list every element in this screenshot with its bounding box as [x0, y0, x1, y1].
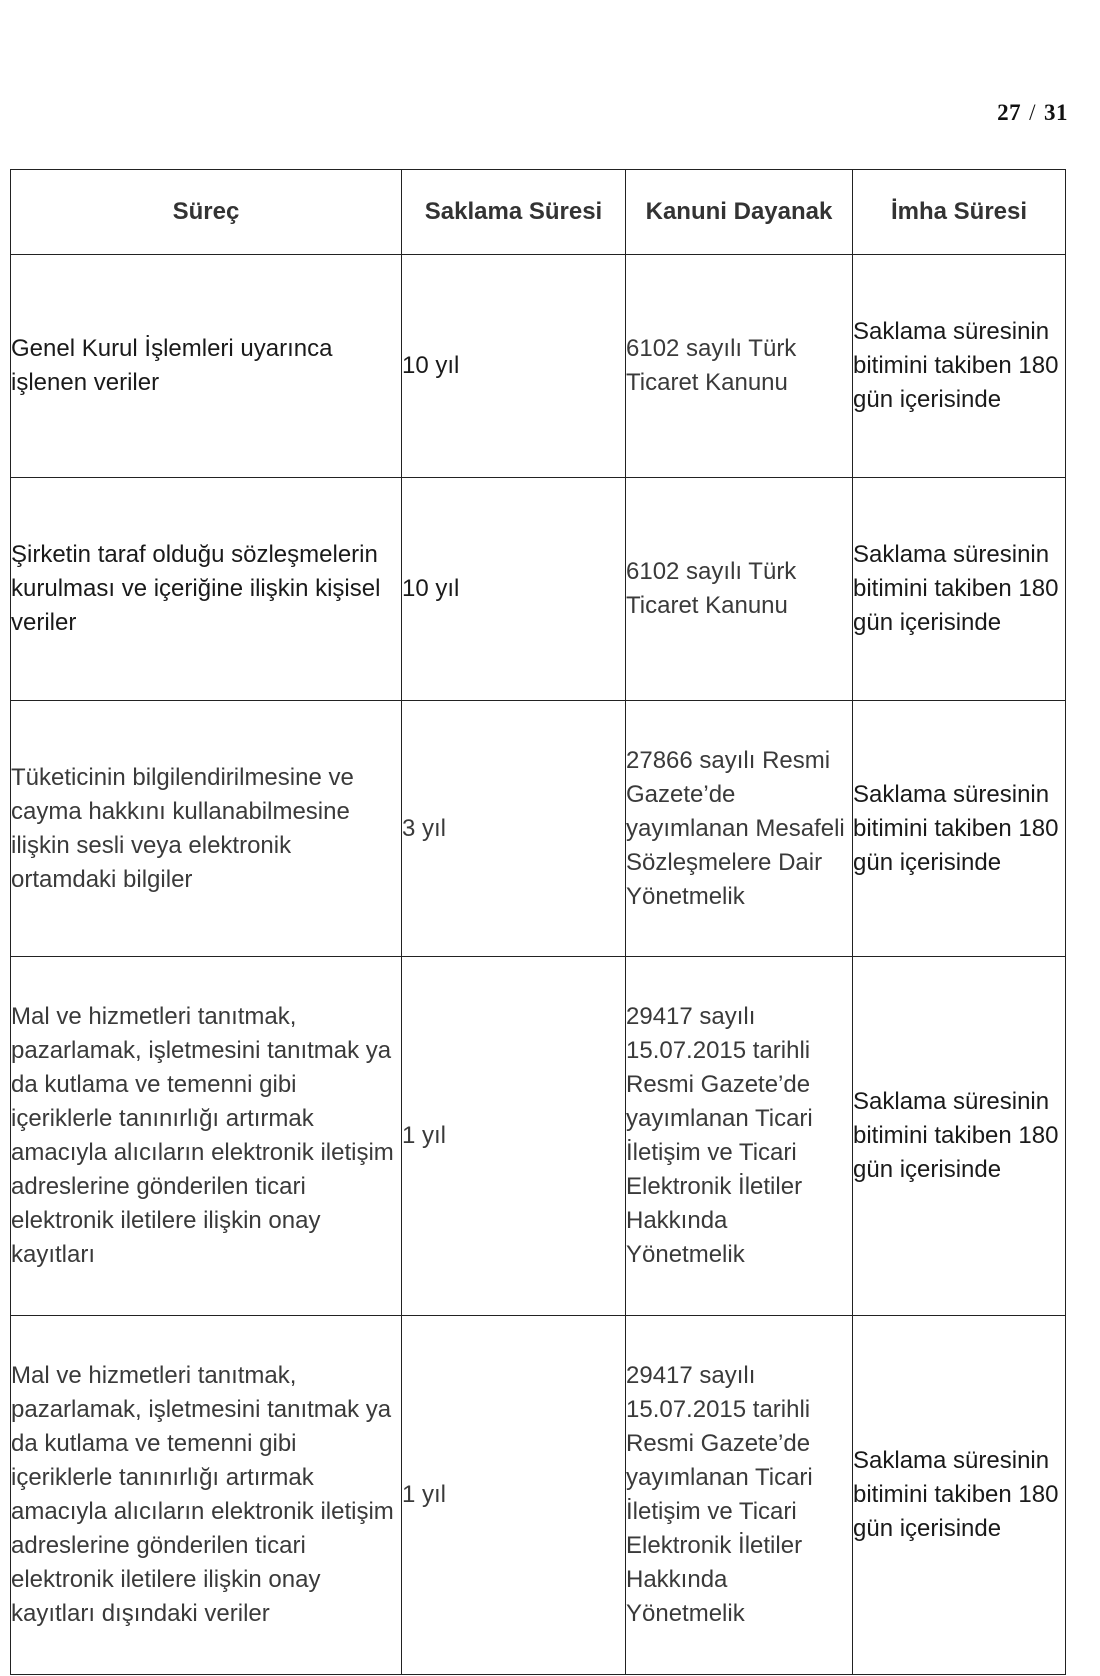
page-separator: /	[1029, 100, 1036, 125]
cell-legal-basis: 27866 sayılı Resmi Gazete’de yayımlanan Mesafeli Sözleşmelere Dair Yönetmelik	[626, 701, 853, 957]
header-legal-basis: Kanuni Dayanak	[626, 170, 853, 255]
cell-retention-period: 1 yıl	[402, 957, 626, 1316]
cell-disposal-period: Saklama süresinin bitimini takiben 180 gün içerisinde	[853, 957, 1066, 1316]
page-number	[997, 100, 1068, 126]
cell-retention-period: 10 yıl	[402, 478, 626, 701]
header-disposal-period: İmha Süresi	[853, 170, 1066, 255]
table-row	[11, 1316, 1066, 1675]
cell-retention-period: 3 yıl	[402, 701, 626, 957]
retention-table	[10, 169, 1066, 1675]
cell-legal-basis: 6102 sayılı Türk Ticaret Kanunu	[626, 255, 853, 478]
cell-process: Genel Kurul İşlemleri uyarınca işlenen veriler	[11, 255, 402, 478]
table-header-row	[11, 170, 1066, 255]
table-row	[11, 701, 1066, 957]
cell-disposal-period: Saklama süresinin bitimini takiben 180 gün içerisinde	[853, 255, 1066, 478]
cell-process: Tüketicinin bilgilendirilmesine ve cayma hakkını kullanabilmesine ilişkin sesli veya elektronik ortamdaki bilgiler	[11, 701, 402, 957]
cell-process: Mal ve hizmetleri tanıtmak, pazarlamak, işletmesini tanıtmak ya da kutlama ve temenni gibi içeriklerle tanınırlığı artırmak amacıyla alıcıların elektronik iletişim adreslerine gönderilen ticari elektronik iletilere ilişkin onay kayıtları	[11, 957, 402, 1316]
cell-legal-basis: 29417 sayılı 15.07.2015 tarihli Resmi Gazete’de yayımlanan Ticari İletişim ve Ticari Elektronik İletiler Hakkında Yönetmelik	[626, 957, 853, 1316]
cell-process: Şirketin taraf olduğu sözleşmelerin kurulması ve içeriğine ilişkin kişisel veriler	[11, 478, 402, 701]
cell-disposal-period: Saklama süresinin bitimini takiben 180 gün içerisinde	[853, 478, 1066, 701]
table-row	[11, 957, 1066, 1316]
cell-legal-basis: 6102 sayılı Türk Ticaret Kanunu	[626, 478, 853, 701]
cell-retention-period: 1 yıl	[402, 1316, 626, 1675]
table-row	[11, 478, 1066, 701]
cell-disposal-period: Saklama süresinin bitimini takiben 180 gün içerisinde	[853, 1316, 1066, 1675]
header-process: Süreç	[11, 170, 402, 255]
page-current: 27	[997, 100, 1022, 125]
header-retention-period: Saklama Süresi	[402, 170, 626, 255]
cell-legal-basis: 29417 sayılı 15.07.2015 tarihli Resmi Gazete’de yayımlanan Ticari İletişim ve Ticari Elektronik İletiler Hakkında Yönetmelik	[626, 1316, 853, 1675]
page-total: 31	[1044, 100, 1068, 125]
table-row	[11, 255, 1066, 478]
cell-retention-period: 10 yıl	[402, 255, 626, 478]
cell-disposal-period: Saklama süresinin bitimini takiben 180 gün içerisinde	[853, 701, 1066, 957]
cell-process: Mal ve hizmetleri tanıtmak, pazarlamak, işletmesini tanıtmak ya da kutlama ve temenni gibi içeriklerle tanınırlığı artırmak amacıyla alıcıların elektronik iletişim adreslerine gönderilen ticari elektronik iletilere ilişkin onay kayıtları dışındaki veriler	[11, 1316, 402, 1675]
